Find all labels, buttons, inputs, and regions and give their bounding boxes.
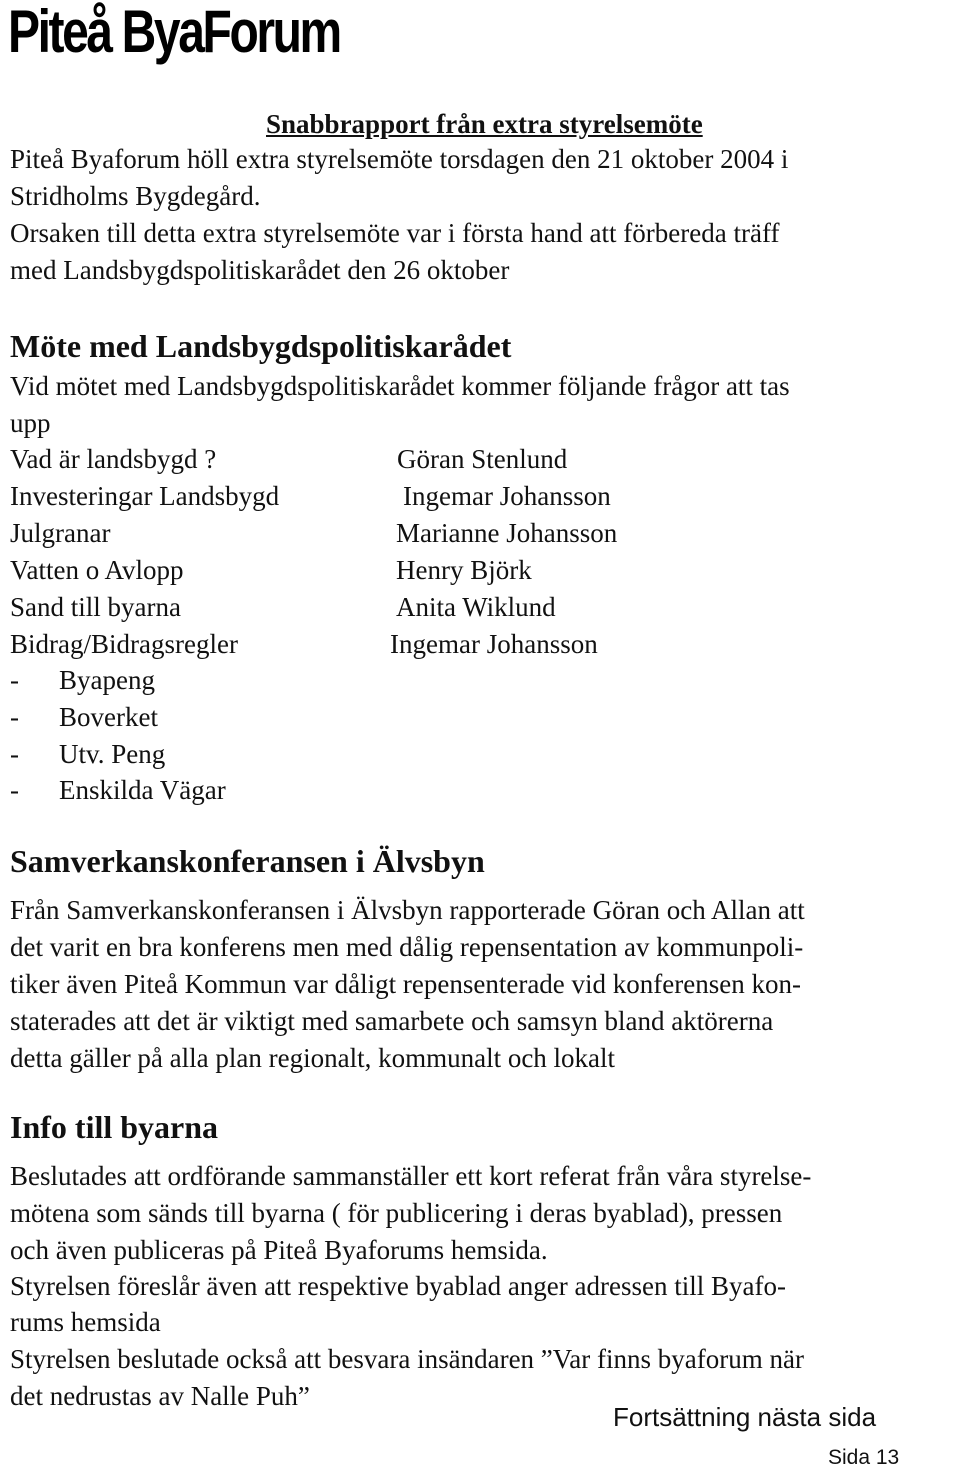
topic-row <box>10 441 910 478</box>
info-line: Beslutades att ordförande sammanställer ett kort referat från våra styrelse- <box>10 1161 812 1191</box>
byaforum-logo: Piteå ByaForum <box>8 0 340 65</box>
meeting-heading: Möte med Landsbygdspolitiskarådet <box>10 328 512 364</box>
info-line: Styrelsen föreslår även att respektive byablad anger adressen till Byafo- <box>10 1271 786 1301</box>
info-line: rums hemsida <box>10 1307 161 1337</box>
sub-item-label: Utv. Peng <box>59 739 166 769</box>
topic-person: Göran Stenlund <box>397 444 568 474</box>
info-line: Styrelsen beslutade också att besvara insändaren ”Var finns byaforum när <box>10 1344 804 1374</box>
topic-row <box>10 515 910 552</box>
report-line: Stridholms Bygdegård. <box>10 181 261 211</box>
topic-person: Henry Björk <box>396 555 532 585</box>
topic-person: Ingemar Johansson <box>403 481 611 511</box>
info-heading: Info till byarna <box>10 1109 219 1145</box>
sub-item-label: Boverket <box>59 702 158 732</box>
topic-row <box>10 626 910 663</box>
samverkan-line: tiker även Piteå Kommun var dåligt repensenterade vid konferensen kon- <box>10 969 801 999</box>
info-line: och även publiceras på Piteå Byaforums hemsida. <box>10 1235 548 1265</box>
sub-item <box>10 699 158 736</box>
meeting-intro-line: upp <box>10 408 51 438</box>
report-line: Piteå Byaforum höll extra styrelsemöte torsdagen den 21 oktober 2004 i <box>10 144 789 174</box>
info-line: det nedrustas av Nalle Puh” <box>10 1381 310 1411</box>
topic-name: Investeringar Landsbygd <box>10 481 280 511</box>
meeting-intro-line: Vid mötet med Landsbygdspolitiskarådet kommer följande frågor att tas <box>10 371 790 401</box>
topic-row <box>10 552 910 589</box>
report-line: Orsaken till detta extra styrelsemöte var i första hand att förbereda träff <box>10 218 780 248</box>
topic-name: Julgranar <box>10 518 111 548</box>
sub-item <box>10 772 226 809</box>
samverkan-line: detta gäller på alla plan regionalt, kommunalt och lokalt <box>10 1043 616 1073</box>
info-line: mötena som sänds till byarna ( för publicering i deras byablad), pressen <box>10 1198 783 1228</box>
sub-item-label: Byapeng <box>59 665 155 695</box>
sub-item <box>10 736 165 773</box>
topic-name: Vatten o Avlopp <box>10 555 184 585</box>
continue-note: Fortsättning nästa sida <box>613 1402 877 1432</box>
topic-person: Marianne Johansson <box>396 518 618 548</box>
samverkan-line: staterades att det är viktigt med samarbete och samsyn bland aktörerna <box>10 1006 774 1036</box>
dash: - <box>10 775 19 805</box>
topic-name: Bidrag/Bidragsregler <box>10 629 238 659</box>
topic-name: Sand till byarna <box>10 592 181 622</box>
topic-person: Ingemar Johansson <box>390 629 598 659</box>
report-title: Snabbrapport från extra styrelsemöte <box>266 109 703 139</box>
report-line: med Landsbygdspolitiskarådet den 26 oktober <box>10 255 510 285</box>
topic-row <box>10 589 910 626</box>
sub-item-label: Enskilda Vägar <box>59 775 226 805</box>
samverkan-line: det varit en bra konferens men med dålig repensentation av kommunpoli- <box>10 932 804 962</box>
topic-row <box>10 478 910 515</box>
page-number: Sida 13 <box>828 1446 900 1469</box>
dash: - <box>10 665 19 695</box>
dash: - <box>10 702 19 732</box>
topic-person: Anita Wiklund <box>396 592 556 622</box>
samverkan-heading: Samverkanskonferansen i Älvsbyn <box>10 843 485 879</box>
dash: - <box>10 739 19 769</box>
topic-name: Vad är landsbygd ? <box>10 444 217 474</box>
samverkan-line: Från Samverkanskonferansen i Älvsbyn rapporterade Göran och Allan att <box>10 895 805 925</box>
sub-item <box>10 662 155 699</box>
